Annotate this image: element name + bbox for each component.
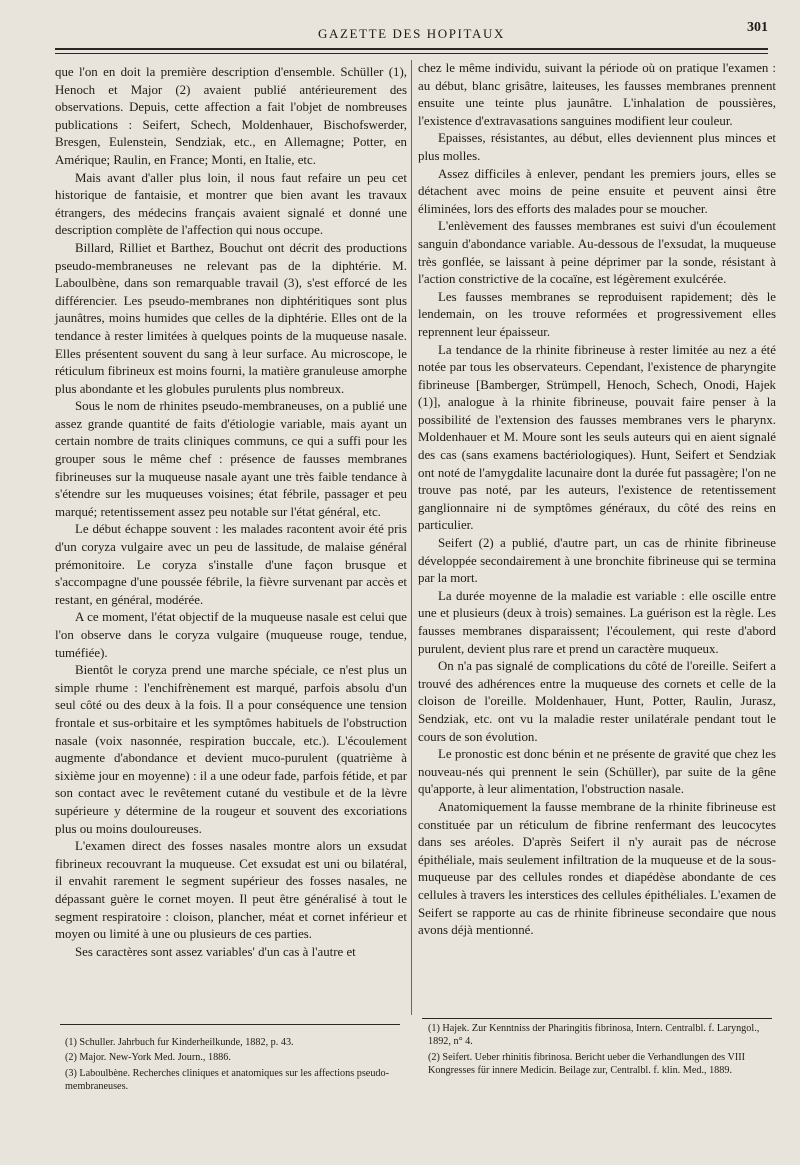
paragraph: Ses caractères sont assez variables' d'un cas à l'autre et — [75, 944, 356, 959]
paragraph: L'examen direct des fosses nasales montre alors un exsudat fibrineux recouvrant la muqueuse. Cet exsudat est uni ou bilatéral, il envahit rarement le segment supérieur des fosses nasales, ne dépassant guère le cornet moyen. Il peut être généralisé à tout le segment respiratoire : cloison, plancher, méat et cornet inférieur et moyen ou limité à une ou plusieurs de ces parties. — [55, 839, 407, 942]
paragraph: Assez difficiles à enlever, pendant les premiers jours, elles se détachent avec moins de peine ensuite et peuvent ainsi être éliminées, lors des efforts des malades pour se moucher. — [418, 166, 776, 216]
paragraph: L'enlèvement des fausses membranes est suivi d'un écoulement sanguin d'abondance variable. Au-dessous de l'exsudat, la muqueuse très gonflée, se laissant à peine déprimer par la sonde, résistant à l'action constrictive de la cocaïne, est légèrement exulcérée. — [418, 219, 776, 287]
paragraph: Anatomiquement la fausse membrane de la rhinite fibrineuse est constituée par un réticulum de fibrine renfermant des leucocytes dans ses aréoles. D'après Seifert il n'y aurait pas de nécrose épithéliale, mais seulement infiltration de la muqueuse et de la sous-muqueuse par des cellules rondes et diapédèse abondante de ces cellules à travers les interstices des cellules épithéliales. L'examen de Seifert se rapporte au cas de rhinite fibrineuse secondaire que nous avons déjà mentionné. — [418, 799, 776, 938]
page-header — [55, 20, 768, 46]
paragraph: Seifert (2) a publié, d'autre part, un cas de rhinite fibrineuse développée secondairement à une bronchite fibrineuse qui se termina par la mort. — [418, 536, 776, 586]
paragraph: A ce moment, l'état objectif de la muqueuse nasale est celui que l'on observe dans le coryza vulgaire (muqueuse rouge, tendue, tuméfiée). — [55, 610, 407, 660]
right-column — [418, 60, 776, 940]
left-column — [55, 64, 407, 961]
paragraph: que l'on en doit la première description d'ensemble. Schüller (1), Henoch et Major (2) avaient publié antérieurement des observations. Depuis, cette affection a fait l'objet de nombreuses publications : Seifert, Schech, Moldenhauer, Bischofswerder, Bresgen, Eulenstein, Sendziak, etc., en Allemagne; Potter, en Amérique; Raulin, en France; Monti, en Italie, etc. — [55, 65, 407, 167]
running-title: GAZETTE DES HOPITAUX — [318, 26, 505, 41]
page-number: 301 — [747, 20, 768, 35]
footnote: (2) Seifert. Ueber rhinitis fibrinosa. Bericht ueber die Verhandlungen des VIII Kongresses für innere Medicin. Beilage zur, Centralbl. f. klin. Med., 1889. — [428, 1051, 746, 1077]
paragraph: La tendance de la rhinite fibrineuse à rester limitée au nez a été notée par tous les observateurs. Cependant, l'existence de pharyngite fibrineuse [Bamberger, Strümpell, Henoch, Schech, Onodi, Hajek (1)], analogue à la rhinite fibrineuse, pouvait faire penser à la possibilité de l'extension des fausses membranes vers le pharynx. Moldenhauer et M. Moure sont les seuls auteurs qui en aient signalé des cas (sans examens bactériologiques). Hunt, Seifert et Sendziak ont noté de l'amygdalite lacunaire dont la durée fut passagère; l'on ne trouve pas noté, par les auteurs, l'existence de retentissement ganglionnaire ni de symptômes généraux, du côté des reins en particulier. — [418, 342, 776, 533]
footnotes-left — [65, 1036, 400, 1096]
paragraph: Billard, Rilliet et Barthez, Bouchut ont décrit des productions pseudo-membraneuses ne relevant pas de la diphtérie. M. Laboulbène, dans son remarquable travail (3), s'est efforcé de les différencier. Les pseudo-membranes non diphtéritiques sont plus jaunâtres, moins humides que celles de la diphtérie. Elles ont de la tendance à rester limitées à quelques points de la muqueuse nasale. Elles présentent souvent du sang à leur surface. Au microscope, le réticulum fibrineux est moins fourni, la matière granuleuse amorphe plus abondante et les globules purulents plus nombreux. — [55, 240, 407, 396]
paragraph: Les fausses membranes se reproduisent rapidement; dès le lendemain, on les trouve reformées et progressivement elles reprennent leur épaisseur. — [418, 289, 776, 339]
footnote: (1) Hajek. Zur Kenntniss der Pharingitis fibrinosa, Intern. Centralbl. f. Laryngol., 1892, n° 4. — [428, 1023, 760, 1048]
paragraph: chez le même individu, suivant la période où on pratique l'examen : au début, blanc grisâtre, laiteuses, les fausses membranes prennent ensuite une teinte plus jaunâtre. L'inhalation de poussières, l'existence d'extravasations sanguines modifient leur couleur. — [418, 61, 776, 128]
footnote: (2) Major. New-York Med. Journ., 1886. — [65, 1052, 231, 1064]
column-divider — [411, 60, 412, 1015]
footnote: (3) Laboulbène. Recherches cliniques et anatomiques sur les affections pseudo-membraneuses. — [65, 1067, 390, 1093]
header-rule-thin — [55, 53, 768, 54]
paragraph: Mais avant d'aller plus loin, il nous faut refaire un peu cet historique de fantaisie, et montrer que bien avant les travaux étrangers, des médecins français avaient signalé et donné une description complète de l'affection qui nous occupe. — [55, 170, 407, 238]
paragraph: Le début échappe souvent : les malades racontent avoir été pris d'un coryza vulgaire avec un peu de lassitude, de malaise général prémonitoire. Le coryza s'installe d'une façon brusque et s'accompagne d'une poussée fébrile, la fièvre survenant par accès et restant, en général, modérée. — [55, 522, 407, 607]
paragraph: Sous le nom de rhinites pseudo-membraneuses, on a publié une assez grande quantité de faits d'étiologie variable, mais ayant un certain nombre de traits cliniques communs, ce qui a suffi pour les grouper sous le même chef : présence de fausses membranes fibrineuses sur la muqueuse nasale ayant une très faible tendance à s'étendre sur les muqueuses voisines; état fébrile, passager et peu marqué; retentissement assez peu notable sur l'état général, etc. — [55, 399, 407, 519]
paragraph: Le pronostic est donc bénin et ne présente de gravité que chez les nouveau-nés qui prennent le sein (Schüller), par suite de la gêne qu'apporte, à leur alimentation, l'obstruction nasale. — [418, 747, 776, 797]
paragraph: On n'a pas signalé de complications du côté de l'oreille. Seifert a trouvé des adhérences entre la muqueuse des cornets et celle de la cloison de l'oreille. Moldenhauer, Hunt, Potter, Raulin, Jurasz, Sendziak, etc. ont vu la maladie rester unilatérale pendant tout le cours de son évolution. — [418, 659, 776, 744]
header-rule-thick — [55, 48, 768, 50]
paragraph: Bientôt le coryza prend une marche spéciale, ce n'est plus un simple rhume : l'enchifrènement est marqué, parfois absolu d'un seul côté ou des deux à la fois. Il a pour conséquence une tension frontale et sus-orbitaire et les symptômes habituels de l'obstruction nasale (voix nasonnée, respiration buccale, etc.). L'écoulement augmente d'abondance et devient muco-purulent (quatrième à sixième jour en moyenne) : il a une odeur fade, parfois fétide, et par son contact avec le revêtement cutané du vestibule et de la lèvre supérieure y détermine de la rougeur et souvent des excoriations plus ou moins douloureuses. — [55, 663, 407, 836]
footnote: (1) Schuller. Jahrbuch fur Kinderheilkunde, 1882, p. 43. — [65, 1037, 294, 1048]
footnote-rule-left — [60, 1024, 400, 1025]
footnote-rule-right — [422, 1018, 772, 1019]
paragraph: La durée moyenne de la maladie est variable : elle oscille entre une et plusieurs (deux à trois) semaines. La guérison est la règle. Les fausses membranes disparaissent; l'écoulement, qui reste d'abord purulent, devient plus rare et prend un caractère muqueux. — [418, 588, 776, 656]
paragraph: Epaisses, résistantes, au début, elles deviennent plus minces et plus molles. — [418, 131, 776, 163]
footnotes-right — [428, 1022, 773, 1080]
